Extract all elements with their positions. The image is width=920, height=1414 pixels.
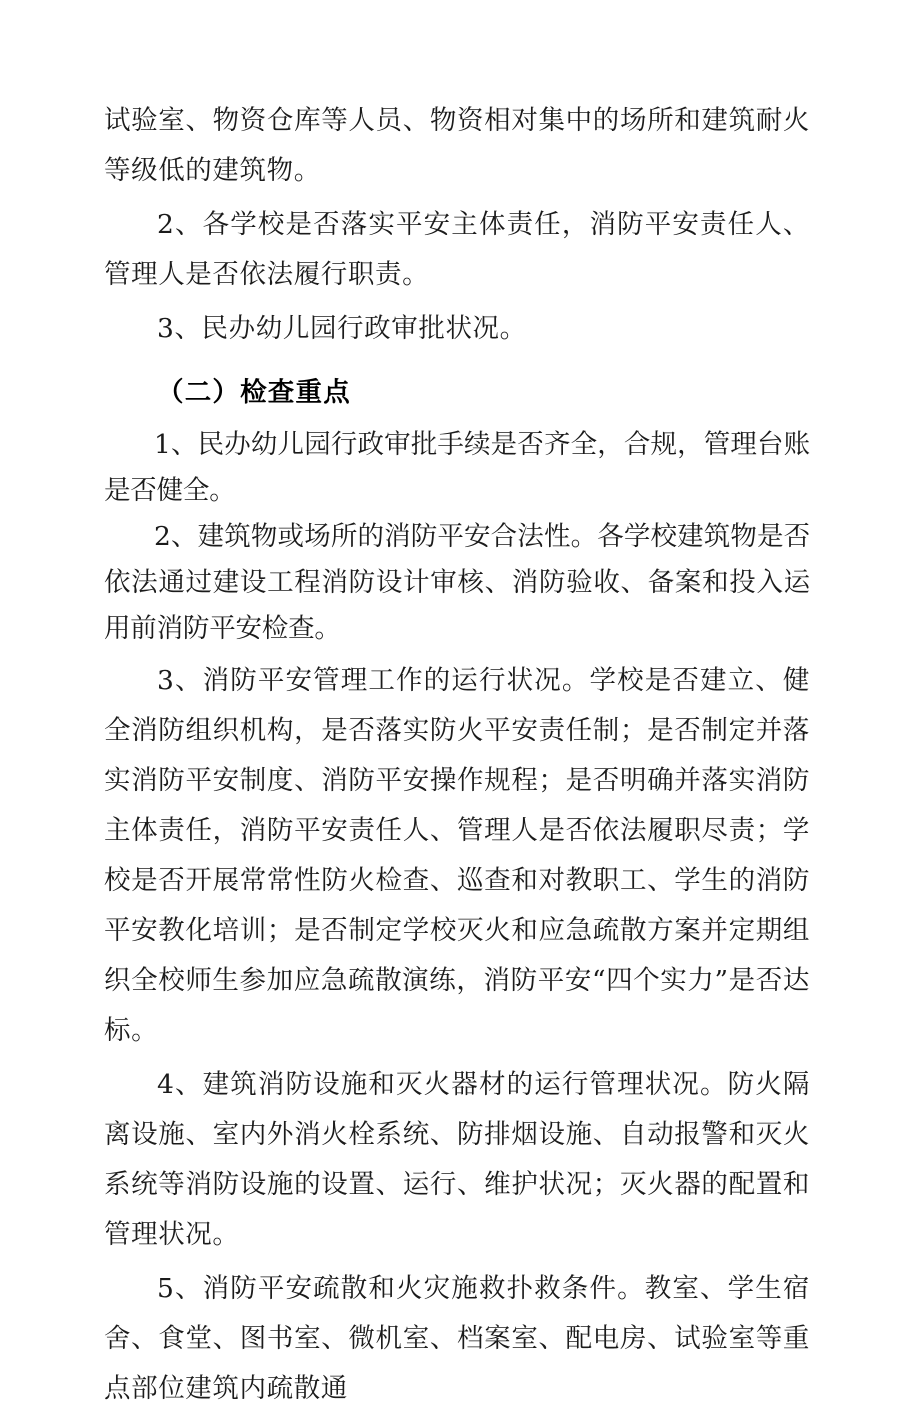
document-body [104, 96, 810, 1414]
section-heading-inspection-focus: （二）检查重点 [157, 377, 351, 408]
list-item-section1-3: 3、民办幼儿园行政审批状况。 [157, 313, 527, 344]
list-item-section2-3: 3、消防平安管理工作的运行状况。学校是否建立、健全消防组织机构，是否落实防火平安责任制；是否制定并落实消防平安制度、消防平安操作规程；是否明确并落实消防主体责任，消防平安责任人、管理人是否依法履职尽责；学校是否开展常常性防火检查、巡查和对教职工、学生的消防平安教化培训；是否制定学校灭火和应急疏散方案并定期组织全校师生参加应急疏散演练，消防平安“四个实力”是否达标。 [104, 665, 810, 1046]
block-spacer [104, 354, 810, 368]
list-item-section2-5: 5、消防平安疏散和火灾施救扑救条件。教室、学生宿舍、食堂、图书室、微机室、档案室、配电房、试验室等重点部位建筑内疏散通 [104, 1273, 810, 1404]
list-item-section1-2: 2、各学校是否落实平安主体责任，消防平安责任人、管理人是否依法履行职责。 [104, 209, 810, 290]
list-item-section2-4: 4、建筑消防设施和灭火器材的运行管理状况。防火隔离设施、室内外消火栓系统、防排烟设施、自动报警和灭火系统等消防设施的设置、运行、维护状况；灭火器的配置和管理状况。 [104, 1069, 810, 1250]
list-item-section2-1: 1、民办幼儿园行政审批手续是否齐全，合规，管理台账是否健全。 [104, 429, 810, 506]
paragraph-continuation: 试验室、物资仓库等人员、物资相对集中的场所和建筑耐火等级低的建筑物。 [104, 105, 810, 186]
list-item-section2-2: 2、建筑物或场所的消防平安合法性。各学校建筑物是否依法通过建设工程消防设计审核、消防验收、备案和投入运用前消防平安检查。 [104, 521, 810, 644]
